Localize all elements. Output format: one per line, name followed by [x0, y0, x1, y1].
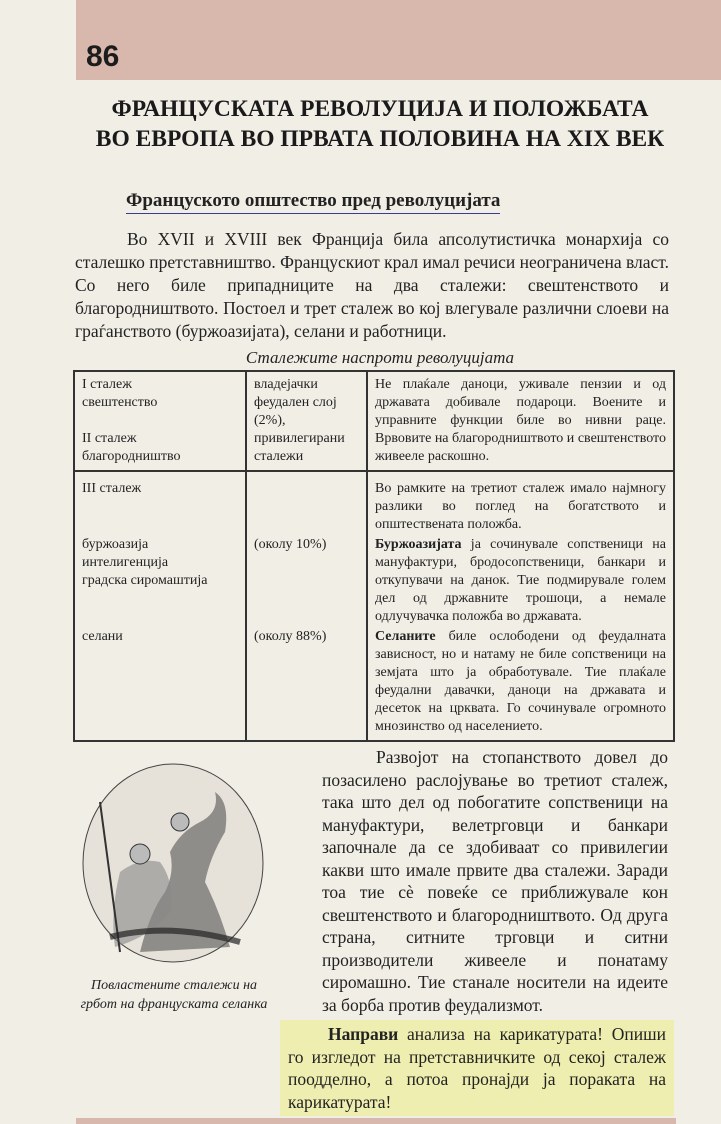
illustration-caption: Повластените сталежи на грбот на француската селанка — [80, 978, 268, 1012]
task-bold: Направи — [328, 1024, 399, 1044]
description-text — [375, 536, 666, 626]
estate-label: буржоазија — [82, 537, 149, 552]
estate-label: интелигенција — [82, 555, 169, 570]
estate-label: селани — [82, 629, 123, 644]
page-number: 86 — [86, 40, 120, 73]
description-cell — [367, 371, 674, 471]
chapter-title — [60, 94, 700, 154]
estate-label: градска сиромаштија — [82, 573, 208, 588]
estate-label: I сталеж — [82, 377, 132, 392]
bold-term: Буржоазијата — [375, 537, 462, 552]
header-band — [76, 0, 721, 80]
table-row — [74, 471, 674, 741]
bold-term: Селаните — [375, 629, 436, 644]
second-paragraph: Развојот на стопанството довел до позасилено раслојување во третиот сталеж, така што дел од побогатите сопственици на мануфактури, велетрговци и банкари започнале да се здобиваат со привилегии какви што имале првите два сталежи. Заради тоа тие сè повеќе се приближувале кон свештенството и благородништвото. Од друга страна, ситните трговци и ситни производители живееле и понатаму сиромашно. Тие станале носители на идеите за борба против феудализмот. — [322, 747, 668, 1015]
task-text: анализа на карикатурата! Опиши го изгледот на претставничките од секој сталеж поодделно, а потоа пронајди ја пораката на карикатурата! — [288, 1024, 666, 1112]
estate-cell — [74, 371, 246, 471]
estate-label: II сталеж — [82, 431, 137, 446]
share-value: (околу 88%) — [254, 629, 327, 644]
description-rest: биле ослободени од феудалната зависност, но и натаму не биле сопственици на земјата што ја обработувале. Тие плаќале феудални давачки, даноци на државата и десеток на црквата. Го сочинувале огромното мнозинство од населението. — [375, 629, 666, 734]
estate-label: III сталеж — [82, 481, 142, 496]
estate-cell — [74, 471, 246, 741]
estate-label: благородништво — [82, 449, 181, 464]
description-text: Не плаќале даноци, уживале пензии и од државата добивале подароци. Воените и управните функции биле во нивни раце. Врвовите на благородништвото и свештенството живееле раскошно. — [375, 377, 666, 464]
intro-paragraph: Во XVII и XVIII век Франција била апсолутистичка монархија со сталешко претставништво. Францускиот крал имал речиси неограничена власт. Со него биле припадниците на два сталежи: свештенството и благородништвото. Постоел и трет сталеж во кој влегувале различни слоеви на граѓанството (буржоазијата), селани и работници. — [75, 229, 669, 341]
description-text — [375, 628, 666, 736]
table-caption: Сталежите наспроти револуцијата — [245, 348, 515, 367]
description-rest: ја сочинувале сопственици на мануфактури, бродосопственици, банкари и откупувачи на данок. Тие подмирувале голем дел од државните трошоци, а немале одлучувачка положба во државата. — [375, 537, 666, 624]
share-cell — [246, 471, 367, 741]
estates-table — [73, 370, 675, 742]
share-value: (околу 10%) — [254, 537, 327, 552]
task-box — [280, 1020, 674, 1116]
description-cell — [367, 471, 674, 741]
table-row — [74, 371, 674, 471]
section-heading: Француското општество пред револуцијата — [126, 190, 500, 214]
footer-band — [76, 1118, 676, 1124]
description-text: Во рамките на третиот сталеж имало најмногу разлики во поглед на богатството и општествената положба. — [375, 481, 666, 532]
estate-label: свештенство — [82, 395, 158, 410]
title-line-2: ВО ЕВРОПА ВО ПРВАТА ПОЛОВИНА НА XIX ВЕК — [95, 126, 665, 152]
title-line-1: ФРАНЦУСКАТА РЕВОЛУЦИЈА И ПОЛОЖБАТА — [111, 96, 649, 122]
share-cell: владејачки феудален слој (2%), привилегирани сталежи — [246, 371, 367, 471]
caricature-illustration — [80, 762, 266, 964]
